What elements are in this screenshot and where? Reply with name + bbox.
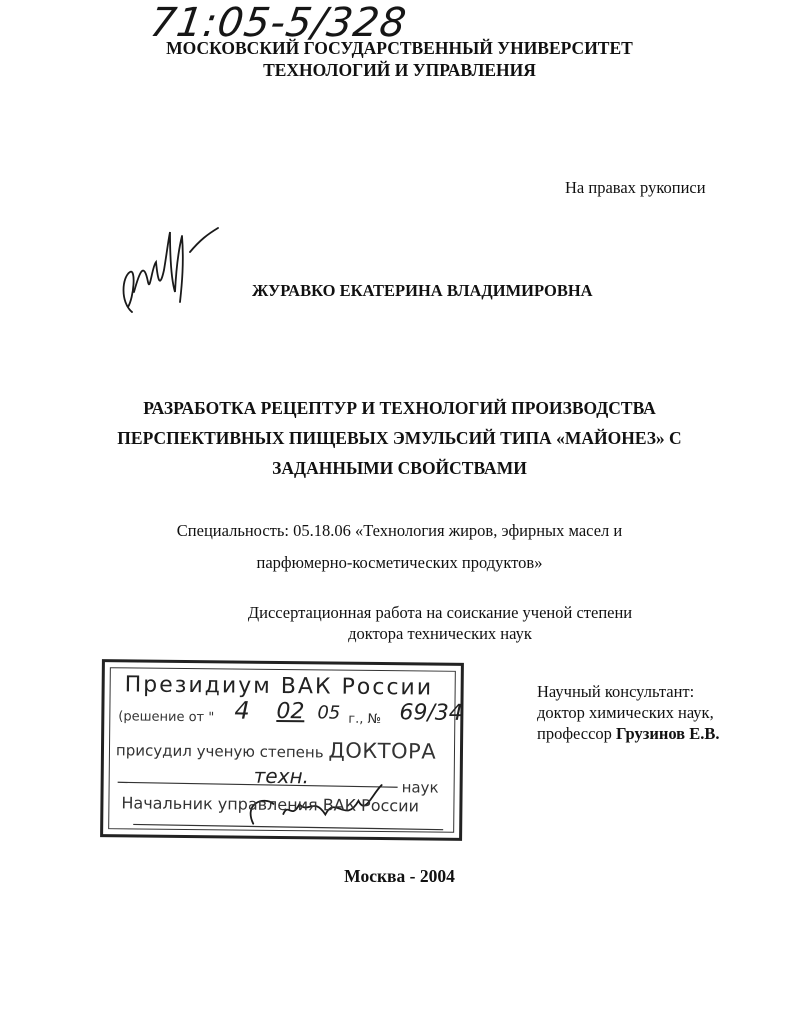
stamp-date-year: 05 bbox=[317, 702, 341, 724]
stamp-head: Начальник управления ВАК России bbox=[121, 793, 420, 816]
stamp-degree: ДОКТОРА bbox=[328, 738, 437, 764]
specialty-line1: Специальность: 05.18.06 «Технология жиров, эфирных масел и bbox=[176, 521, 623, 540]
university-name-line2: ТЕХНОЛОГИЙ И УПРАВЛЕНИЯ bbox=[263, 60, 536, 80]
title-line1: РАЗРАБОТКА РЕЦЕПТУР И ТЕХНОЛОГИЙ ПРОИЗВОДСТВА bbox=[143, 398, 656, 418]
author-name: ЖУРАВКО ЕКАТЕРИНА ВЛАДИМИРОВНА bbox=[252, 281, 593, 300]
specialty-line2: парфюмерно-косметических продуктов» bbox=[256, 553, 543, 572]
stamp-decision-prefix: (решение от " bbox=[118, 709, 215, 726]
consultant-label: Научный консультант: bbox=[537, 682, 695, 701]
consultant-degree: доктор химических наук, bbox=[537, 703, 714, 722]
title-line2: ПЕРСПЕКТИВНЫХ ПИЩЕВЫХ ЭМУЛЬСИЙ ТИПА «МАЙОНЕЗ» С bbox=[117, 428, 682, 448]
stamp-date-day: 4 bbox=[234, 696, 250, 725]
university-name-line1: МОСКОВСКИЙ ГОСУДАРСТВЕННЫЙ УНИВЕРСИТЕТ bbox=[166, 38, 633, 58]
stamp-year-suffix: г., № bbox=[348, 711, 382, 728]
archive-number-handwritten: 71:05-5/328 bbox=[147, 0, 410, 46]
consultant-name: Грузинов Е.В. bbox=[616, 724, 720, 743]
stamp-decision-line bbox=[118, 709, 214, 725]
stamp-nauk: наук bbox=[401, 778, 439, 797]
city-year: Москва - 2004 bbox=[344, 866, 455, 886]
consultant-title: профессор bbox=[537, 724, 612, 743]
stamp-date-month: 02 bbox=[276, 698, 305, 725]
title-line3: ЗАДАННЫМИ СВОЙСТВАМИ bbox=[272, 458, 527, 478]
stamp-awarded-line bbox=[116, 736, 436, 763]
vak-stamp bbox=[100, 659, 464, 841]
manuscript-note: На правах рукописи bbox=[565, 178, 706, 197]
stamp-title: Президиум ВАК России bbox=[124, 672, 434, 701]
author-signature bbox=[112, 222, 222, 322]
stamp-decision-number: 69/34 bbox=[399, 700, 463, 726]
dissertation-line1: Диссертационная работа на соискание ученой степени bbox=[247, 603, 633, 622]
consultant-name-line bbox=[537, 724, 719, 744]
dissertation-line2: доктора технических наук bbox=[348, 624, 532, 643]
stamp-field-handwritten: техн. bbox=[253, 763, 310, 789]
stamp-awarded-prefix: присудил ученую степень bbox=[115, 741, 324, 762]
